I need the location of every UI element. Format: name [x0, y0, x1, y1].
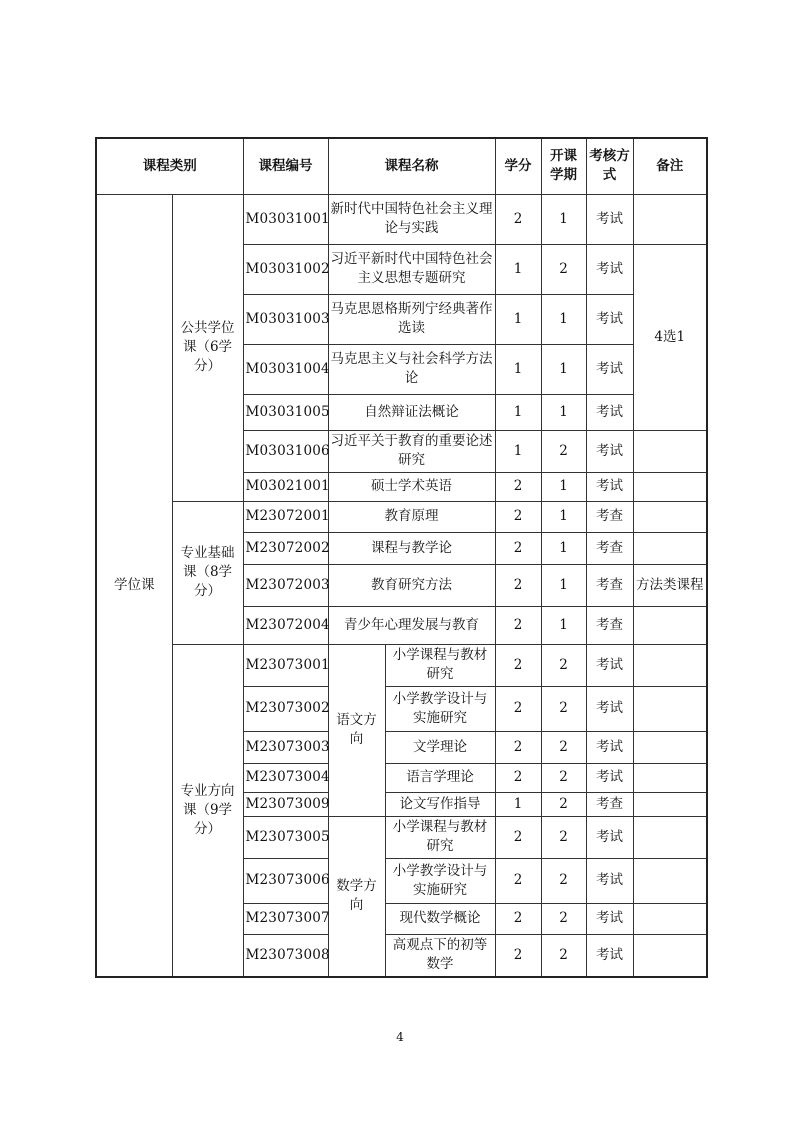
course-code: M03021001 — [243, 472, 328, 501]
course-remarks-empty — [633, 816, 707, 858]
course-code: M23072004 — [243, 606, 328, 644]
course-assessment: 考试 — [586, 472, 633, 501]
course-assessment: 考查 — [586, 501, 633, 532]
course-assessment: 考试 — [586, 394, 633, 430]
course-code: M23073002 — [243, 686, 328, 731]
course-code: M23073005 — [243, 816, 328, 858]
course-name: 教育研究方法 — [328, 564, 495, 606]
subgroup-chinese: 语文方向 — [328, 644, 385, 816]
course-name: 小学课程与教材研究 — [385, 644, 495, 686]
course-name: 硕士学术英语 — [328, 472, 495, 501]
course-code: M03031004 — [243, 344, 328, 394]
course-code: M23073006 — [243, 858, 328, 903]
category-degree-course: 学位课 — [96, 194, 172, 977]
course-credit: 2 — [495, 472, 541, 501]
course-credit: 2 — [495, 934, 541, 977]
course-code: M03031002 — [243, 244, 328, 294]
course-code: M23073009 — [243, 792, 328, 816]
course-semester: 2 — [541, 430, 586, 472]
table-row — [96, 194, 707, 244]
course-credit: 1 — [495, 294, 541, 344]
course-credit: 2 — [495, 763, 541, 792]
course-name: 习近平新时代中国特色社会主义思想专题研究 — [328, 244, 495, 294]
course-code: M23073001 — [243, 644, 328, 686]
course-table — [95, 137, 708, 978]
table-row — [96, 501, 707, 532]
course-credit: 2 — [495, 644, 541, 686]
course-remarks-empty — [633, 606, 707, 644]
course-code: M23073007 — [243, 903, 328, 934]
course-name: 自然辩证法概论 — [328, 394, 495, 430]
course-credit: 1 — [495, 394, 541, 430]
course-name: 高观点下的初等数学 — [385, 934, 495, 977]
course-name: 马克思主义与社会科学方法论 — [328, 344, 495, 394]
course-remarks-empty — [633, 430, 707, 472]
course-assessment: 考试 — [586, 686, 633, 731]
course-name: 习近平关于教育的重要论述研究 — [328, 430, 495, 472]
course-code: M03031006 — [243, 430, 328, 472]
table-header-row — [96, 138, 707, 194]
table-row — [96, 644, 707, 686]
course-remarks-empty — [633, 792, 707, 816]
course-credit: 1 — [495, 244, 541, 294]
course-code: M23072001 — [243, 501, 328, 532]
course-credit: 2 — [495, 501, 541, 532]
course-name: 语言学理论 — [385, 763, 495, 792]
course-name: 小学教学设计与实施研究 — [385, 686, 495, 731]
remarks-method-course: 方法类课程 — [633, 564, 707, 606]
course-assessment: 考试 — [586, 430, 633, 472]
course-semester: 2 — [541, 731, 586, 763]
header-category: 课程类别 — [96, 138, 243, 194]
course-semester: 2 — [541, 934, 586, 977]
group-direction: 专业方向课（9学分） — [172, 644, 243, 977]
course-assessment: 考试 — [586, 731, 633, 763]
course-remarks-empty — [633, 644, 707, 686]
course-assessment: 考试 — [586, 903, 633, 934]
course-name: 新时代中国特色社会主义理论与实践 — [328, 194, 495, 244]
course-assessment: 考试 — [586, 934, 633, 977]
course-assessment: 考试 — [586, 294, 633, 344]
course-assessment: 考试 — [586, 644, 633, 686]
course-credit: 2 — [495, 731, 541, 763]
course-remarks-empty — [633, 686, 707, 731]
course-assessment: 考试 — [586, 344, 633, 394]
course-credit: 1 — [495, 344, 541, 394]
course-code: M23072003 — [243, 564, 328, 606]
header-code: 课程编号 — [243, 138, 328, 194]
course-assessment: 考查 — [586, 532, 633, 564]
course-name: 马克思恩格斯列宁经典著作选读 — [328, 294, 495, 344]
course-semester: 1 — [541, 294, 586, 344]
course-credit: 2 — [495, 194, 541, 244]
course-semester: 1 — [541, 344, 586, 394]
remarks-choose-one: 4选1 — [633, 244, 707, 430]
course-semester: 2 — [541, 858, 586, 903]
subgroup-math: 数学方向 — [328, 816, 385, 977]
course-semester: 1 — [541, 394, 586, 430]
course-credit: 1 — [495, 430, 541, 472]
course-credit: 2 — [495, 606, 541, 644]
course-assessment: 考试 — [586, 816, 633, 858]
course-code: M23072002 — [243, 532, 328, 564]
course-name: 教育原理 — [328, 501, 495, 532]
course-assessment: 考试 — [586, 858, 633, 903]
course-semester: 1 — [541, 606, 586, 644]
course-credit: 2 — [495, 532, 541, 564]
course-name: 小学教学设计与实施研究 — [385, 858, 495, 903]
course-semester: 2 — [541, 763, 586, 792]
course-semester: 1 — [541, 194, 586, 244]
course-remarks-empty — [633, 472, 707, 501]
group-basic: 专业基础课（8学分） — [172, 501, 243, 644]
course-remarks-empty — [633, 763, 707, 792]
course-assessment: 考试 — [586, 244, 633, 294]
course-credit: 2 — [495, 816, 541, 858]
course-semester: 1 — [541, 564, 586, 606]
course-semester: 2 — [541, 686, 586, 731]
header-semester: 开课学期 — [541, 138, 586, 194]
course-semester: 2 — [541, 792, 586, 816]
header-credit: 学分 — [495, 138, 541, 194]
course-code: M03031003 — [243, 294, 328, 344]
course-remarks-empty — [633, 903, 707, 934]
page-number: 4 — [396, 1030, 404, 1044]
course-remarks-empty — [633, 501, 707, 532]
course-code: M23073004 — [243, 763, 328, 792]
course-name: 文学理论 — [385, 731, 495, 763]
course-semester: 2 — [541, 903, 586, 934]
course-name: 青少年心理发展与教育 — [328, 606, 495, 644]
course-assessment: 考试 — [586, 763, 633, 792]
course-code: M23073008 — [243, 934, 328, 977]
course-name: 小学课程与教材研究 — [385, 816, 495, 858]
header-assessment: 考核方式 — [586, 138, 633, 194]
group-public: 公共学位课（6学分） — [172, 194, 243, 501]
course-name: 现代数学概论 — [385, 903, 495, 934]
course-code: M03031005 — [243, 394, 328, 430]
course-semester: 1 — [541, 472, 586, 501]
course-credit: 2 — [495, 858, 541, 903]
course-assessment: 考查 — [586, 606, 633, 644]
course-assessment: 考试 — [586, 194, 633, 244]
course-code: M23073003 — [243, 731, 328, 763]
course-semester: 1 — [541, 501, 586, 532]
course-credit: 2 — [495, 564, 541, 606]
header-name: 课程名称 — [328, 138, 495, 194]
course-credit: 1 — [495, 792, 541, 816]
course-remarks-empty — [633, 194, 707, 244]
course-remarks-empty — [633, 731, 707, 763]
course-semester: 1 — [541, 532, 586, 564]
course-remarks-empty — [633, 858, 707, 903]
course-credit: 2 — [495, 686, 541, 731]
course-remarks-empty — [633, 532, 707, 564]
course-name: 课程与教学论 — [328, 532, 495, 564]
course-assessment: 考查 — [586, 792, 633, 816]
course-code: M03031001 — [243, 194, 328, 244]
course-credit: 2 — [495, 903, 541, 934]
course-semester: 2 — [541, 244, 586, 294]
course-assessment: 考查 — [586, 564, 633, 606]
course-semester: 2 — [541, 644, 586, 686]
header-remarks: 备注 — [633, 138, 707, 194]
course-semester: 2 — [541, 816, 586, 858]
course-remarks-empty — [633, 934, 707, 977]
course-name: 论文写作指导 — [385, 792, 495, 816]
